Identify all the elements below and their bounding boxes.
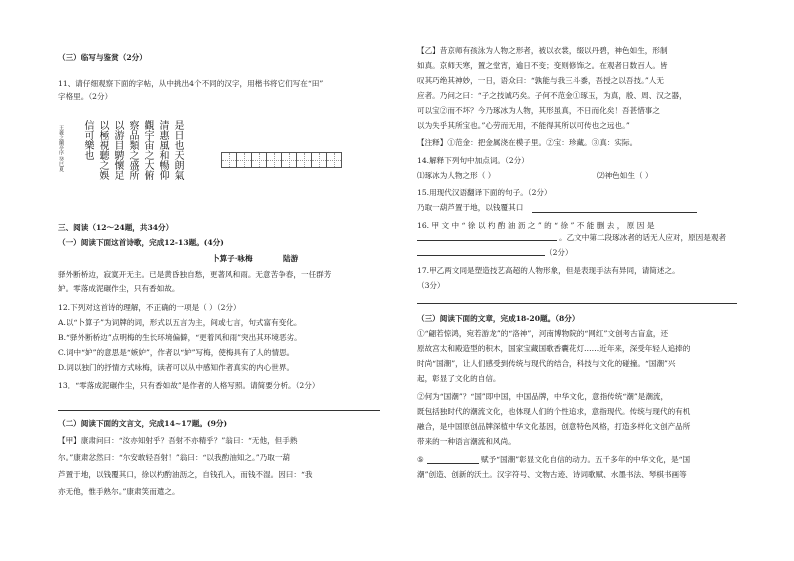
tianzige-cell[interactable]: [311, 152, 327, 168]
calligraphy-column: 觀宇宙之大俯: [142, 120, 153, 180]
question-14-item2: ⑵神色如生（ ）: [597, 171, 653, 180]
modern-section-heading: （三）阅读下面的文章，完成18-20题。（8分）: [417, 314, 580, 323]
section-heading: （三）临写与鉴赏（2分）: [58, 53, 147, 62]
passage-jia-line4: 亦无他，惟手熟尔。”康肃笑而遣之。: [58, 487, 180, 496]
question-13: 13．“零落成泥碾作尘，只有香如故”是作者的人格写照。请简要分析。（2分）: [58, 381, 320, 390]
option-c: C.词中“妒”的意思是“嫉妒”，作者以“妒”写梅，使梅具有了人的情思。: [58, 348, 295, 357]
question-17-line2: （3分）: [417, 281, 445, 290]
passage-jia-line2: 尔。”康肃忿然曰：“尔安敢轻吾射！”翁曰：“以我酌油知之。”乃取一葫: [58, 453, 291, 462]
option-b: B.“驿外断桥边”点明梅的生长环境偏僻，“更着风和雨”突出其环境恶劣。: [58, 333, 302, 342]
passage-jia-line3: 芦置于地，以钱覆其口，徐以杓酌油沥之，自钱孔入，而钱不湿。因曰：“我: [58, 470, 313, 479]
answer-line: [417, 255, 545, 256]
question-11-line1: 11、请仔细观察下面的字帖，从中挑出4个不同的汉字，用楷书将它们写在“田”: [58, 79, 324, 88]
poem-line2: 妒。零落成泥碾作尘，只有香如故。: [58, 284, 180, 293]
tianzige-cell[interactable]: [266, 152, 282, 168]
answer-line: [427, 463, 479, 464]
tianzige-cell[interactable]: [221, 152, 237, 168]
answer-line: [532, 212, 697, 213]
question-16-line1: 16. 甲 文 中 “ 徐 以 杓 酌 油 沥 之 ” 的 “ 徐 ” 不 能 删 去 ， 原 因 是: [417, 221, 655, 230]
calligraphy-column: 察品類之盛所: [127, 120, 138, 180]
calligraphy-sample: [83, 120, 183, 195]
article-p1-line4: 起，彰显了文化的自信。: [417, 374, 501, 383]
tianzige-grid[interactable]: [222, 152, 342, 168]
poem-section-heading: （一）阅读下面这首诗歌，完成12-13题。(4分): [58, 238, 224, 247]
passage-jia-line1: 【甲】康肃问曰：“汝亦知射乎？吾射不亦精乎？”翁曰：“无他，但手熟: [58, 436, 298, 445]
right-column: [397, 0, 794, 561]
calligraphy-column: 信可樂也: [82, 120, 93, 160]
classical-section-heading: （二）阅读下面的文言文，完成14~17题。(9分): [58, 419, 228, 428]
tianzige-cell[interactable]: [251, 152, 267, 168]
article-p2-line3: 融合，是中国原创品牌深植中华文化基因，创意特色风格，打造多样化文创产品所: [417, 422, 691, 431]
article-p2-line4: 带来的一种语言潮流和风尚。: [417, 437, 516, 446]
passage-yi-line5: 可以宝②而不坏？今乃琢冰为人物，其形虽真，不日而化矣！吾甚惜事之: [417, 106, 660, 115]
article-p3-line1: 赋予“国潮”彰显文化自信的动力。五千多年的中华文化，是“国: [481, 455, 691, 464]
calligraphy-column: 是日也天朗氣: [172, 120, 183, 180]
article-p3-number: ⑤: [417, 455, 424, 464]
article-p1-line3: 时尚“国潮”，让人们感受到传统与现代的结合，科技与文化的碰撞。“国潮”兴: [417, 359, 676, 368]
question-15: 15.用现代汉语翻译下面的句子。（2分）: [417, 188, 552, 197]
annotation-note: 【注释】①范金：把金属浇在模子里。②宝：珍藏。③真：实际。: [417, 138, 638, 147]
answer-line: [58, 410, 380, 411]
poem-title: 卜算子·咏梅: [212, 254, 253, 263]
passage-yi-line2: 如真。京师天寒，置之堂宵，逾日不变；变则修饰之。在观者日数百人。皆: [417, 61, 668, 70]
passage-yi-line6: 以为失乎其所宝也。”心劳而无用，不能得其所以可传也之远也。”: [417, 121, 630, 130]
article-p1-line1: ①“翩若惊鸿，宛若游龙”的“洛神”，河南博物院的“网红”文创考古盲盒，还: [417, 329, 669, 338]
article-p2-line1: ②何为“国潮”？“国”即中国，中国品牌，中华文化，意指传统“潮”是潮流，: [417, 392, 669, 401]
passage-yi-line1: 【乙】昔京师有孩泳为人物之形者，被以衣裳，缀以丹碧，神色如生，形制: [417, 46, 668, 55]
question-16-score: （2分）: [545, 248, 573, 257]
poem-author: 陆游: [283, 254, 299, 263]
answer-line: [417, 240, 557, 241]
question-12: 12.下列对这首诗的理解，不正确的一项是（ ）（2分）: [58, 303, 241, 312]
question-14: 14.解释下列句中加点词。（2分）: [417, 156, 529, 165]
answer-line: [417, 303, 737, 304]
calligraphy-signature: 王羲之蘭亭序 癸巳夏: [58, 125, 64, 172]
tianzige-cell[interactable]: [326, 152, 342, 168]
question-11-line2: 字格里。（2分）: [58, 92, 113, 101]
article-p3-line2: 潮”创造、创新的沃土。汉字符号、文物古迹、诗词歌赋、水墨书法、琴棋书画等: [417, 470, 687, 479]
option-a: A.以“卜算子”为词牌的词，形式以五言为主，间或七言，句式富有变化。: [58, 318, 302, 327]
reading-heading: 三、阅读（12～24题，共34分）: [58, 223, 174, 232]
tianzige-cell[interactable]: [281, 152, 297, 168]
article-p2-line2: 既包括独时代的潮流文化，也体现人们的个性追求，意指现代。传统与现代的有机: [417, 407, 691, 416]
calligraphy-column: 以極視聽之娛: [97, 120, 108, 180]
option-d: D.词以独门的抒情方式咏梅，读者可以从中感知作者真实的内心世界。: [58, 363, 295, 372]
article-p1-line2: 原故宫太和殿造型的积木，国家宝藏国歌香囊花灯……近年来，深受年轻人追捧的: [417, 344, 691, 353]
passage-yi-line3: 叹其巧绝其神妙，一日，语众曰：“孰能与我三斗黍，吾授之以吾技。”人无: [417, 76, 664, 85]
question-14-item1: ⑴琢冰为人物之形（ ）: [417, 171, 496, 180]
question-16-line2: 。乙文中第二段琢冰者的话无人应对，原因是观者: [559, 233, 727, 242]
calligraphy-column: 清惠風和暢仰: [157, 120, 168, 180]
question-15-sentence: 乃取一葫芦置于地，以钱覆其口: [417, 203, 524, 212]
calligraphy-column: 以游目騁懷足: [112, 120, 123, 180]
passage-yi-line4: 应者。乃问之曰：“子之技诚巧矣。子何不范金①琢玉，为真，殷、周、汉之器，: [417, 91, 687, 100]
poem-line1: 驿外断桥边，寂寞开无主。已是黄昏独自愁，更著风和雨。无意苦争春，一任群芳: [58, 270, 332, 279]
tianzige-cell[interactable]: [236, 152, 252, 168]
tianzige-cell[interactable]: [296, 152, 312, 168]
question-17-line1: 17.甲乙两文同是塑造技艺高超的人物形象，但是表现手法有异同，请简述之。: [417, 266, 680, 275]
